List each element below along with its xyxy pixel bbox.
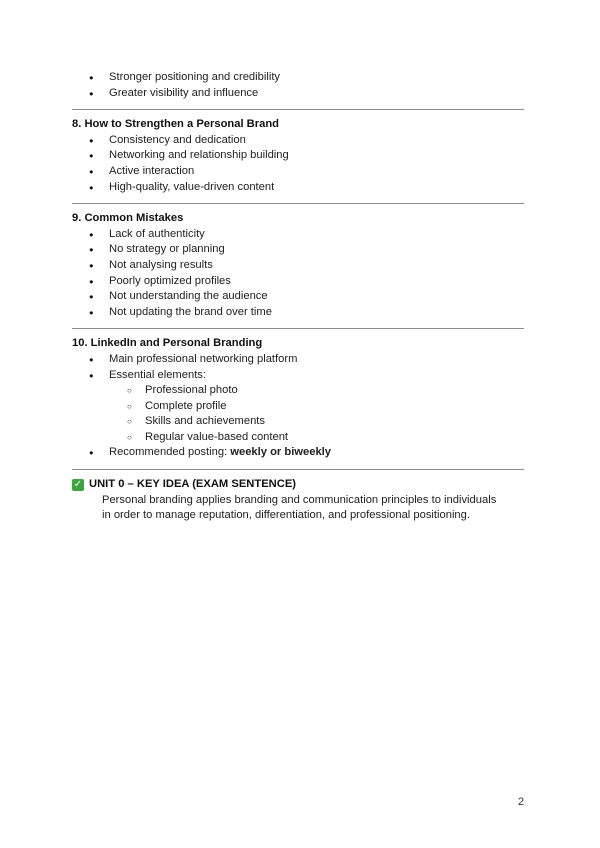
check-mark-button-icon: ✓: [73, 478, 83, 490]
section-8-heading: 8. How to Strengthen a Personal Brand: [72, 118, 280, 131]
list-item: ● Networking and relationship building: [72, 148, 524, 164]
list-item: ● Stronger positioning and credibility: [72, 70, 524, 86]
intro-bullet-list: [72, 70, 524, 101]
section-9-heading: 9. Common Mistakes: [72, 212, 184, 225]
section-divider: [72, 109, 524, 110]
list-item: ● Main professional networking platform: [72, 352, 524, 368]
list-item: ● Active interaction: [72, 164, 524, 180]
list-item: ● Not analysing results: [72, 258, 524, 274]
section-10-heading: 10. LinkedIn and Personal Branding: [72, 337, 263, 350]
section-10-bullet-list: [72, 352, 524, 461]
list-item: ● Lack of authenticity: [72, 227, 524, 243]
key-idea-sentence: Personal branding applies branding and communication principles to individuals in order to manage reputation, differentiation, and professional positioning.: [102, 493, 497, 522]
list-item: ● Not understanding the audience: [72, 289, 524, 305]
list-item-recommended-posting: [72, 445, 524, 461]
posting-frequency: weekly or biweekly: [230, 446, 332, 459]
section-8-bullet-list: [72, 133, 524, 195]
section-divider: [72, 469, 524, 470]
list-item: ● Greater visibility and influence: [72, 86, 524, 102]
section-9-bullet-list: [72, 227, 524, 321]
section-divider: [72, 203, 524, 204]
list-item: ● No strategy or planning: [72, 242, 524, 258]
section-divider: [72, 328, 524, 329]
page-number: 2: [518, 796, 525, 808]
page-content: [72, 70, 524, 524]
posting-label: Recommended posting:: [109, 446, 231, 459]
list-item: ● Not updating the brand over time: [72, 305, 524, 321]
list-item: ● Essential elements:: [72, 368, 524, 384]
sub-list-item: ○ Regular value-based content: [72, 430, 524, 446]
sub-list-item: ○ Professional photo: [72, 383, 524, 399]
list-item: ● High-quality, value-driven content: [72, 180, 524, 196]
list-item: ● Poorly optimized profiles: [72, 274, 524, 290]
key-idea-heading: UNIT 0 – KEY IDEA (EXAM SENTENCE): [89, 478, 297, 491]
key-idea-heading-row: [72, 477, 524, 493]
sub-list-item: ○ Skills and achievements: [72, 414, 524, 430]
sub-list-item: ○ Complete profile: [72, 399, 524, 415]
list-item: ● Consistency and dedication: [72, 133, 524, 149]
